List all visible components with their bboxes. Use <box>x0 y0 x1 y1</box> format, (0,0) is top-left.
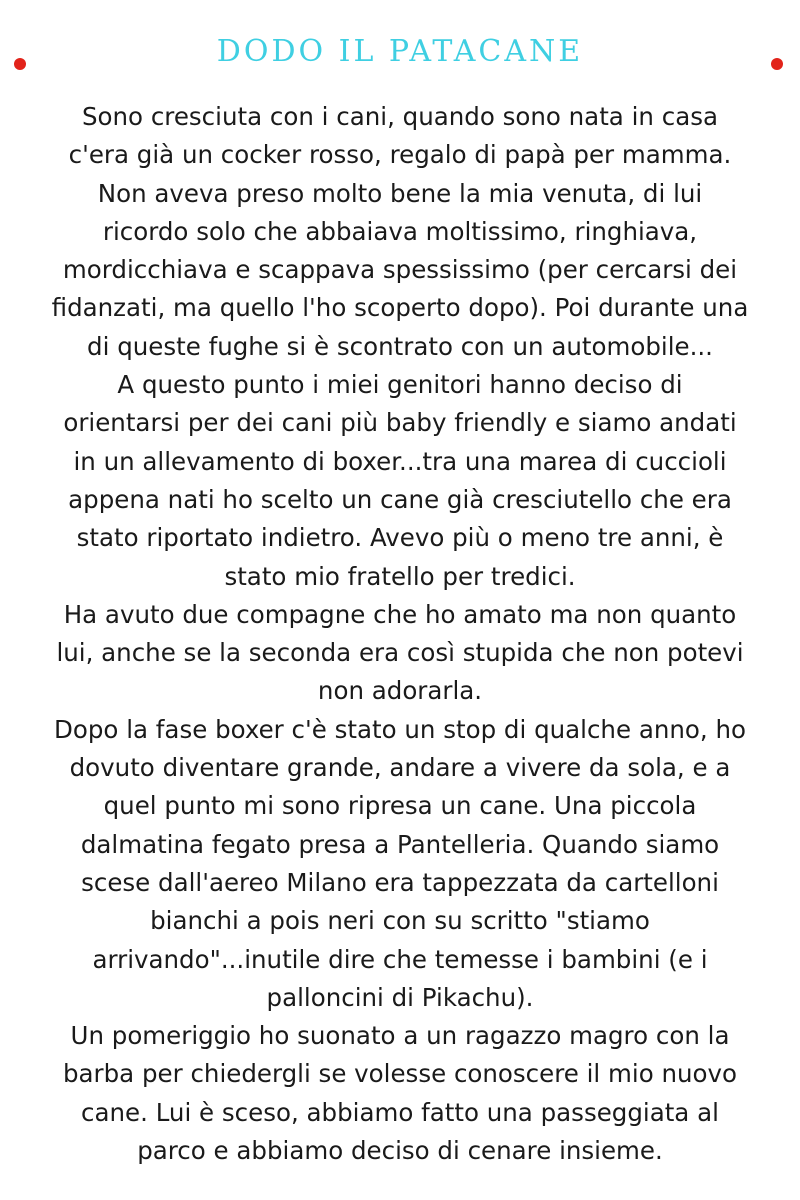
text-line: bianchi a pois neri con su scritto "stiamo <box>150 906 650 936</box>
text-line: in un allevamento di boxer...tra una marea di cuccioli <box>73 446 727 476</box>
text-line: palloncini di Pikachu). <box>266 982 534 1012</box>
text-line: non adorarla. <box>317 676 483 706</box>
page-header <box>0 14 800 94</box>
text-line: dalmatina fegato presa a Pantelleria. Quando siamo <box>80 829 720 859</box>
text-line: Non aveva preso molto bene la mia venuta, di lui <box>97 178 703 208</box>
text-line: c'era già un cocker rosso, regalo di papà per mamma. <box>68 140 732 170</box>
text-line: Un pomeriggio ho suonato a un ragazzo magro con la <box>70 1021 730 1051</box>
text-line: appena nati ho scelto un cane già cresciutello che era <box>68 484 732 514</box>
text-line: Sono cresciuta con i cani, quando sono nata in casa <box>81 102 718 131</box>
page-title: DODO IL PATACANE <box>216 34 584 69</box>
text-line: orientarsi per dei cani più baby friendly e siamo andati <box>63 408 737 438</box>
text-line: Ha avuto due compagne che ho amato ma non quanto <box>63 599 737 629</box>
text-line: mordicchiava e scappava spessissimo (per cercarsi dei <box>62 255 738 285</box>
text-line: quel punto mi sono ripresa un cane. Una piccola <box>103 791 697 821</box>
text-line: arrivando"...inutile dire che temesse i bambini (e i <box>92 944 708 974</box>
article-body <box>10 98 790 1170</box>
text-line: dovuto diventare grande, andare a vivere da sola, e a <box>69 753 731 783</box>
text-line: ricordo solo che abbaiava moltissimo, ringhiava, <box>102 216 698 246</box>
bullet-dot-icon <box>771 58 783 70</box>
text-line: stato riportato indietro. Avevo più o meno tre anni, è <box>76 523 724 553</box>
text-line: scese dall'aereo Milano era tappezzata da cartelloni <box>81 867 719 897</box>
text-line: parco e abbiamo deciso di cenare insieme. <box>137 1136 663 1166</box>
text-line: Dopo la fase boxer c'è stato un stop di qualche anno, ho <box>54 714 746 744</box>
text-line: barba per chiedergli se volesse conoscere il mio nuovo <box>62 1059 738 1089</box>
text-line: fidanzati, ma quello l'ho scoperto dopo). Poi durante una <box>51 293 749 323</box>
text-line: cane. Lui è sceso, abbiamo fatto una passeggiata al <box>81 1097 719 1127</box>
text-line: A questo punto i miei genitori hanno deciso di <box>117 370 683 400</box>
text-line: lui, anche se la seconda era così stupida che non potevi <box>56 638 744 668</box>
text-line: di queste fughe si è scontrato con un automobile... <box>87 331 713 361</box>
text-line: stato mio fratello per tredici. <box>224 561 576 591</box>
